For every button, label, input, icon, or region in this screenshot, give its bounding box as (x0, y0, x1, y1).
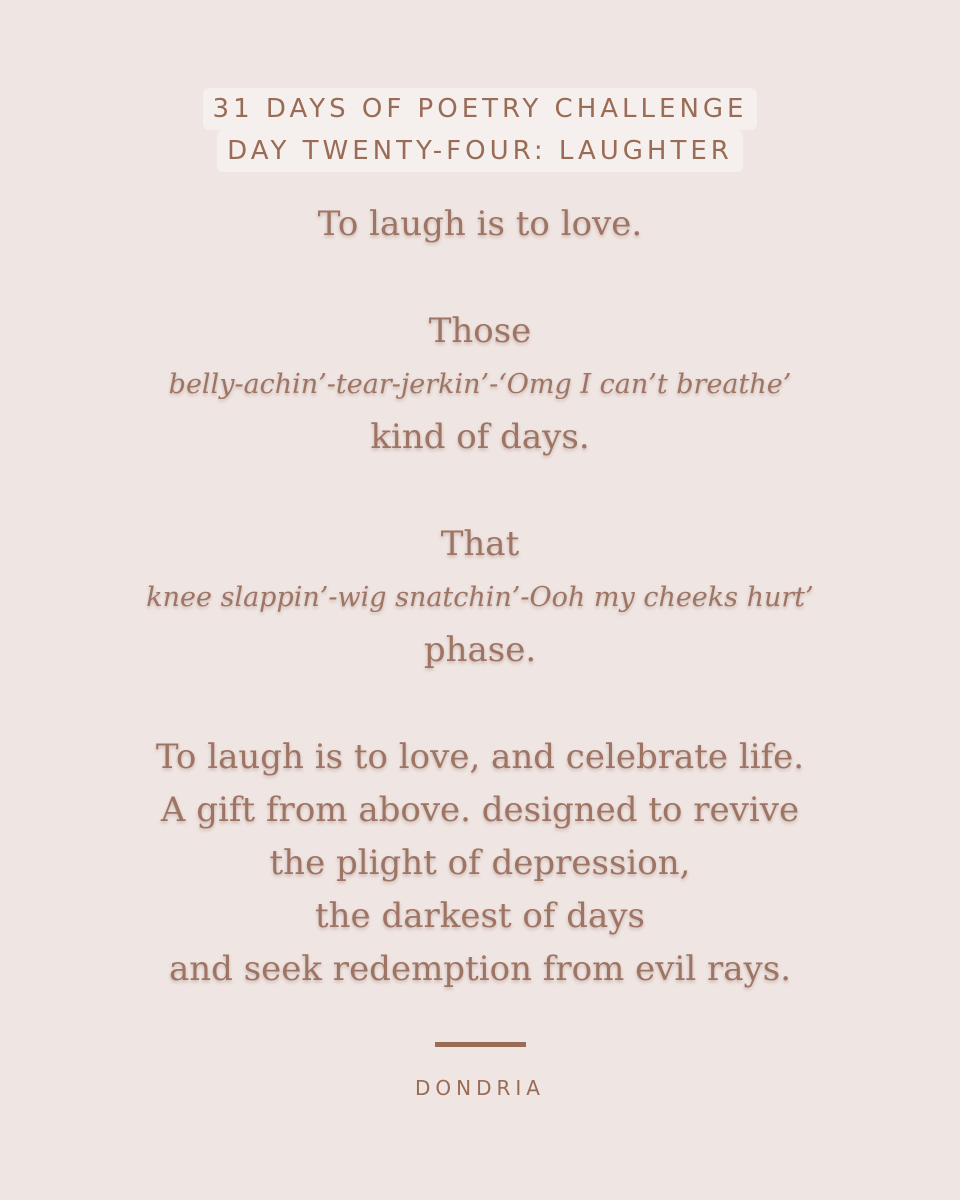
challenge-title: 31 DAYS OF POETRY CHALLENGE (203, 88, 758, 130)
stanza-gap (0, 464, 960, 518)
poem-line: That (440, 524, 520, 564)
poem-line-italic: knee slappin’-wig snatchin’-Ooh my cheeks hurt’ (146, 582, 814, 613)
poem-line: kind of days. (370, 417, 590, 457)
divider (435, 1042, 526, 1047)
stanza-gap (0, 677, 960, 731)
poem-line: the darkest of days (315, 896, 645, 936)
poem-line: A gift from above. designed to revive (160, 790, 800, 830)
stanza-gap (0, 251, 960, 305)
poem-body (0, 198, 960, 996)
author-name: DONDRIA (415, 1076, 545, 1100)
poem-line: To laugh is to love, and celebrate life. (155, 737, 805, 777)
poem-line: the plight of depression, (269, 843, 691, 883)
poem-line: phase. (423, 630, 537, 670)
day-title: DAY TWENTY-FOUR: LAUGHTER (217, 130, 743, 172)
poem-line: To laugh is to love. (317, 204, 643, 244)
poem-line: Those (428, 311, 532, 351)
challenge-header (0, 88, 960, 172)
poem-line-italic: belly-achin’-tear-jerkin’-‘Omg I can’t breathe’ (168, 369, 792, 400)
poem-line: and seek redemption from evil rays. (168, 949, 792, 989)
